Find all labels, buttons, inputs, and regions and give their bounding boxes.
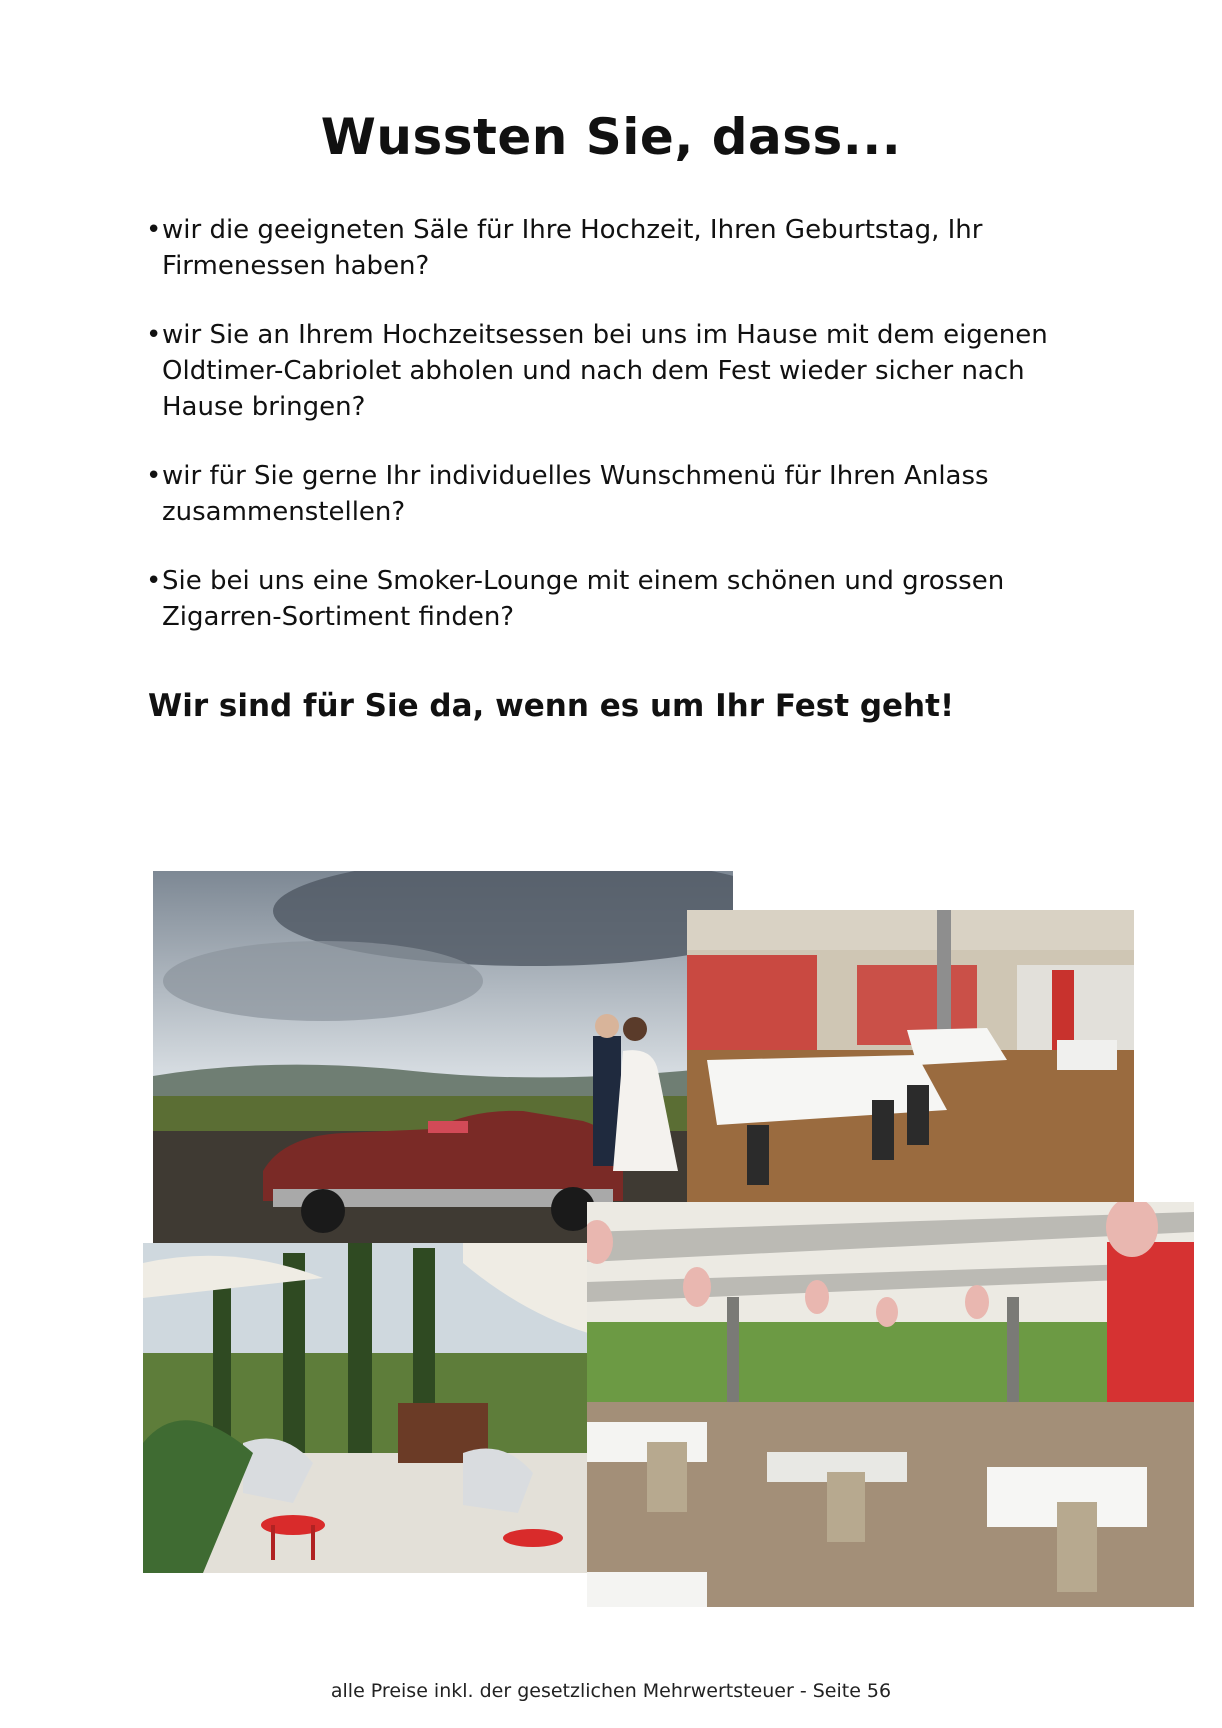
banquet-hall-photo [687, 910, 1134, 1202]
page-title: Wussten Sie, dass... [320, 108, 902, 166]
tagline: Wir sind für Sie da, wenn es um Ihr Fest geht! [148, 688, 955, 724]
info-bullet-list [148, 212, 1108, 668]
bullet-item: • Sie bei uns eine Smoker-Lounge mit einem schönen und grossen Zigarren-Sortiment finden? [148, 563, 1108, 635]
terrace-restaurant-photo [587, 1202, 1194, 1607]
page-footer: alle Preise inkl. der gesetzlichen Mehrwertsteuer - Seite 56 [330, 1680, 892, 1702]
wedding-car-photo [153, 871, 733, 1243]
bullet-item: • wir die geeigneten Säle für Ihre Hochzeit, Ihren Geburtstag, Ihr Firmenessen haben? [148, 212, 1108, 284]
bullet-item: • wir für Sie gerne Ihr individuelles Wunschmenü für Ihren Anlass zusammenstellen? [148, 458, 1108, 530]
bullet-item: • wir Sie an Ihrem Hochzeitsessen bei uns im Hause mit dem eigenen Oldtimer-Cabriolet abholen und nach dem Fest wieder sicher nach Hause bringen? [148, 317, 1108, 425]
garden-lounge-photo [143, 1243, 588, 1573]
